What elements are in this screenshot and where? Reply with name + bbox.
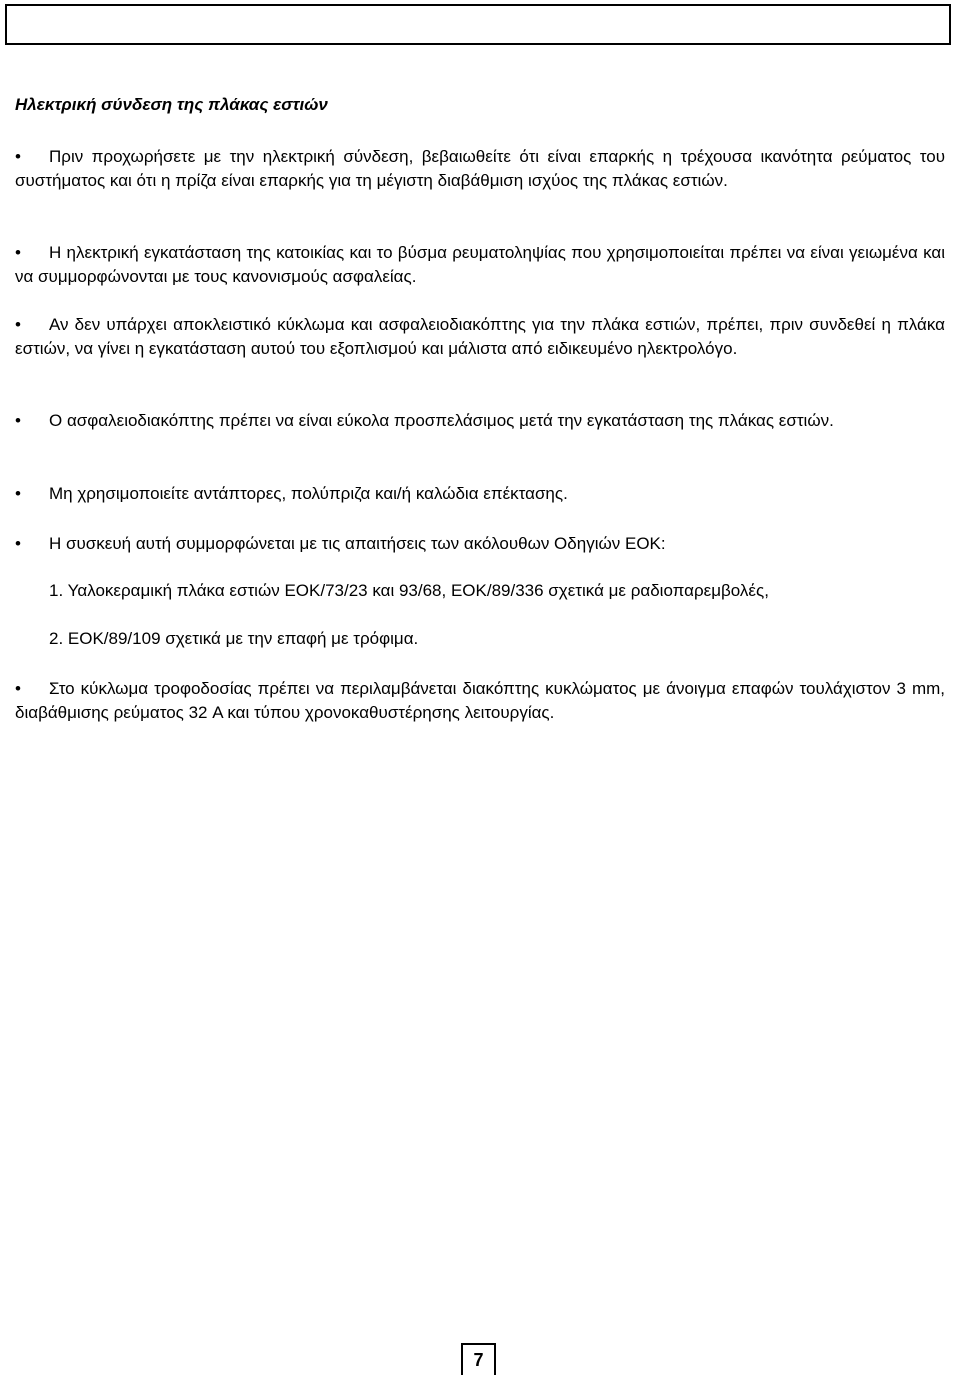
directive-1: 1. Υαλοκεραμική πλάκα εστιών ΕΟΚ/73/23 και 93/68, ΕΟΚ/89/336 σχετικά με ραδιοπαρεμβολές, [49,581,769,600]
header-frame [5,4,951,45]
section-title: Ηλεκτρική σύνδεση της πλάκας εστιών [15,95,328,114]
directive-2: 2. ΕΟΚ/89/109 σχετικά με την επαφή με τρόφιμα. [49,629,419,648]
paragraph-1: Πριν προχωρήσετε με την ηλεκτρική σύνδεση, βεβαιωθείτε ότι είναι επαρκής η τρέχουσα ικανότητα ρεύματος του συστήματος και ότι η πρίζα είναι επαρκής για τη μέγιστη διαβάθμιση ισχύος της πλάκας εστιών. [15,147,945,190]
bullet-5: • [15,484,21,503]
bullet-2: • [15,243,21,262]
bullet-6: • [15,534,21,553]
paragraph-7: Στο κύκλωμα τροφοδοσίας πρέπει να περιλαμβάνεται διακόπτης κυκλώματος με άνοιγμα επαφών τουλάχιστον 3 mm, διαβάθμισης ρεύματος 32 A και τύπου χρονοκαθυστέρησης λειτουργίας. [15,679,945,722]
paragraph-4: Ο ασφαλειοδιακόπτης πρέπει να είναι εύκολα προσπελάσιμος μετά την εγκατάσταση της πλάκας εστιών. [49,411,834,430]
paragraph-3: Αν δεν υπάρχει αποκλειστικό κύκλωμα και ασφαλειοδιακόπτης για την πλάκα εστιών, πρέπει, πριν συνδεθεί η πλάκα εστιών, να γίνει η εγκατάσταση αυτού του εξοπλισμού και μάλιστα από ειδικευμένο ηλεκτρολόγο. [15,315,945,358]
bullet-7: • [15,679,21,698]
bullet-4: • [15,411,21,430]
paragraph-2: Η ηλεκτρική εγκατάσταση της κατοικίας και το βύσμα ρευματοληψίας που χρησιμοποιείται πρέπει να είναι γειωμένα και να συμμορφώνονται με τους κανονισμούς ασφαλείας. [15,243,945,286]
page-number: 7 [461,1343,496,1375]
bullet-1: • [15,147,21,166]
bullet-3: • [15,315,21,334]
paragraph-6: Η συσκευή αυτή συμμορφώνεται με τις απαιτήσεις των ακόλουθων Οδηγιών ΕΟΚ: [49,534,666,553]
paragraph-5: Μη χρησιμοποιείτε αντάπτορες, πολύπριζα και/ή καλώδια επέκτασης. [49,484,568,503]
